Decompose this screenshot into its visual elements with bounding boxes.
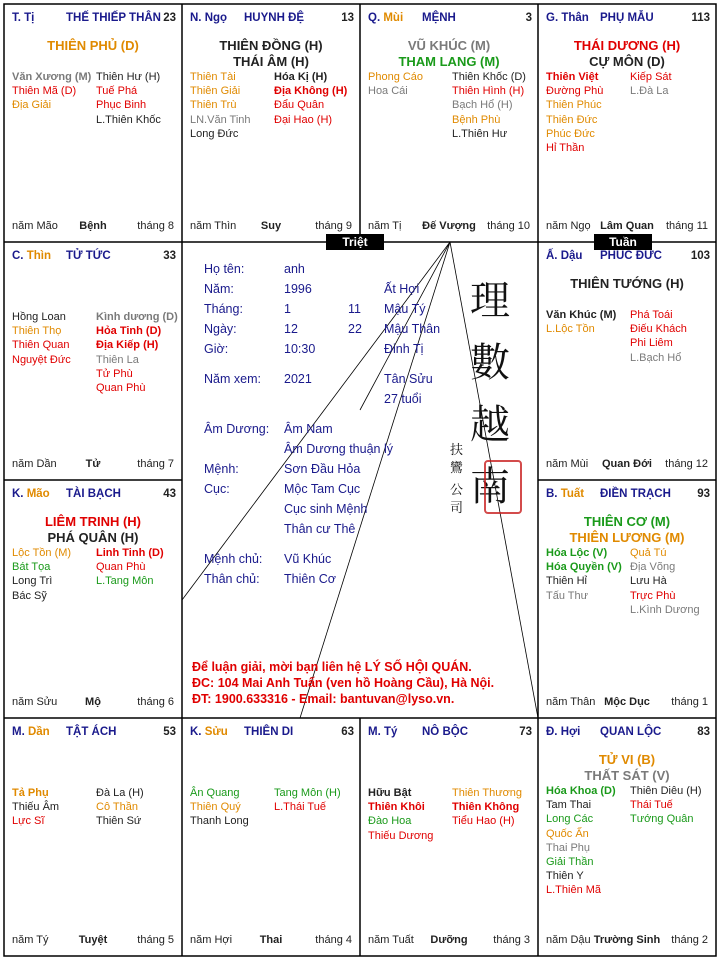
amduong-value-2: Âm Dương thuận lý — [284, 442, 393, 456]
year-can: Ất Hợi — [384, 282, 420, 296]
palace-name: PHÚC ĐỨC — [600, 250, 662, 262]
main-stars — [538, 276, 716, 292]
minor-star: Đà La (H) — [96, 787, 144, 799]
main-star: TỬ VI (B) — [598, 752, 656, 767]
branch-label: Mão — [26, 488, 50, 500]
palace-header — [12, 12, 176, 28]
palace-year: năm Tị — [368, 220, 402, 232]
minor-star: L.Thiên Khốc — [96, 113, 161, 126]
minor-star: L.Kình Dương — [630, 603, 700, 616]
cuc-value-2: Cục sinh Mệnh — [284, 502, 368, 516]
palace-year: năm Tuất — [368, 934, 414, 946]
palace-ty — [4, 4, 182, 242]
minor-star: Giải Thần — [546, 856, 594, 869]
minor-star: Phi Liêm — [630, 337, 673, 350]
main-star: THIÊN CƠ (M) — [583, 514, 671, 529]
palace-tuat — [538, 480, 716, 718]
palace-month: tháng 8 — [137, 220, 174, 232]
palace-header — [12, 726, 176, 742]
minor-star: Thiên Hư (H) — [96, 71, 161, 83]
palace-header — [368, 12, 532, 28]
palace-name: THIÊN DI — [244, 726, 294, 738]
minor-star: Thiếu Dương — [368, 829, 434, 842]
palace-header — [546, 250, 710, 266]
star-column-left — [12, 70, 91, 113]
minor-star: Thiên Sứ — [96, 815, 142, 828]
palace-header — [190, 12, 354, 28]
palace-year: năm Sửu — [12, 696, 58, 708]
palace-stage: Trường Sinh — [593, 934, 661, 946]
main-stars — [182, 38, 360, 70]
minor-star: Phúc Đức — [546, 127, 595, 140]
minor-star: L.Lộc Tồn — [546, 323, 595, 336]
palace-name: MỆNH — [422, 12, 456, 24]
star-column-right — [630, 308, 687, 365]
palace-number: 23 — [163, 12, 176, 24]
palace-stage: Mộc Dục — [604, 696, 650, 708]
day-solar: 12 — [284, 322, 298, 336]
minor-star: Địa Giải — [12, 99, 52, 112]
palace-month: tháng 9 — [315, 220, 352, 232]
heavenly-branch: M. Tý — [368, 726, 398, 738]
heavenly-branch: T. Tị — [12, 12, 35, 24]
minor-star: Thiên Diêu (H) — [630, 785, 702, 797]
star-column-right — [452, 786, 522, 829]
main-star: THÁI ÂM (H) — [233, 54, 309, 69]
palace-year: năm Hợi — [190, 934, 233, 946]
palace-year: năm Dần — [12, 458, 57, 470]
palace-stage: Suy — [260, 220, 282, 232]
month-solar: 1 — [284, 302, 291, 316]
palace-header — [546, 488, 710, 504]
main-star: THIÊN ĐỒNG (H) — [219, 38, 323, 53]
minor-star: Quả Tú — [630, 547, 667, 559]
branch-label: Tuất — [560, 488, 585, 500]
minor-star: Cô Thần — [96, 801, 138, 814]
palace-name: TẬT ÁCH — [66, 726, 117, 738]
branch-label: Mùi — [383, 12, 404, 24]
minor-star: Thiên Phúc — [546, 99, 602, 112]
main-stars — [4, 514, 182, 546]
palace-number: 113 — [691, 12, 710, 24]
main-star: PHÁ QUÂN (H) — [47, 530, 139, 545]
minor-star: L.Tang Môn — [96, 575, 154, 588]
main-stars — [538, 514, 716, 546]
minor-star: Thiên Việt — [546, 71, 599, 83]
heavenly-branch: K. — [190, 726, 202, 738]
name-label: Họ tên: — [204, 262, 245, 276]
star-column-left — [190, 786, 249, 829]
day-can: Mậu Thân — [384, 322, 441, 336]
palace-year: năm Thân — [546, 696, 596, 708]
minor-star: Tiểu Hao (H) — [452, 815, 515, 828]
minor-star: Long Các — [546, 813, 594, 826]
palace-name: HUYNH ĐỆ — [244, 12, 305, 24]
star-column-right — [274, 786, 341, 814]
minor-star: L.Thiên Hư — [452, 127, 508, 140]
day-label: Ngày: — [204, 322, 237, 336]
minor-star: Hóa Kị (H) — [274, 71, 328, 83]
palace-name: TỬ TỨC — [66, 250, 111, 262]
palace-stage: Đế Vượng — [422, 220, 476, 232]
minor-star: Hỉ Thần — [546, 142, 585, 155]
palace-header — [368, 726, 532, 742]
heavenly-branch: M. — [12, 726, 25, 738]
amduong-value-1: Âm Nam — [284, 422, 333, 436]
star-column-left — [12, 786, 59, 829]
month-can: Mậu Tý — [384, 302, 426, 316]
palace-stage: Thai — [259, 934, 283, 946]
star-column-left — [368, 70, 423, 98]
palace-number: 63 — [341, 726, 354, 738]
star-column-left — [546, 784, 616, 898]
menhchu-row — [204, 552, 528, 570]
year-value: 1996 — [284, 282, 312, 296]
palace-year: năm Mão — [12, 220, 58, 232]
minor-star: L.Thiên Mã — [546, 884, 602, 897]
contact-line-2: ĐC: 104 Mai Anh Tuấn (ven hồ Hoàng Cầu), Hà Nội. — [192, 676, 495, 690]
palace-number: 13 — [341, 12, 354, 24]
age-value: 27 tuổi — [384, 392, 422, 406]
cuc-row-3 — [204, 522, 528, 540]
star-column-left — [546, 546, 622, 603]
palace-header — [546, 726, 710, 742]
palace-stage: Dưỡng — [430, 934, 468, 946]
palace-header — [12, 488, 176, 504]
minor-star: Thiên Hỉ — [546, 575, 587, 588]
minor-star: Bát Tọa — [12, 561, 51, 574]
palace-month: tháng 10 — [487, 220, 530, 232]
minor-star: Lực Sĩ — [12, 815, 45, 828]
palace-mao — [4, 480, 182, 718]
minor-star: Thiên Đức — [546, 113, 598, 126]
heavenly-branch: G. Thân — [546, 12, 589, 24]
palace-stage: Quan Đới — [602, 458, 652, 470]
branch-label: Sửu — [204, 726, 228, 738]
minor-star: Thái Tuế — [630, 799, 673, 812]
minor-star: Thiếu Âm — [12, 801, 60, 814]
main-star: VŨ KHÚC (M) — [407, 38, 491, 53]
palace-ngo — [182, 4, 360, 242]
hour-value: 10:30 — [284, 342, 316, 356]
heavenly-branch: C. — [12, 250, 24, 262]
minor-star: Điếu Khách — [630, 323, 687, 336]
palace-number: 33 — [163, 250, 176, 262]
minor-star: Bệnh Phù — [452, 113, 501, 126]
minor-star: Long Đức — [190, 127, 239, 140]
contact-line-1: Để luận giải, mời bạn liên hệ LÝ SỐ HỘI QUÁN. — [192, 660, 472, 674]
palace-thin — [4, 242, 182, 480]
year-label: Năm: — [204, 282, 234, 296]
month-label: Tháng: — [204, 302, 243, 316]
triet-tag: Triệt — [326, 234, 384, 250]
star-column-right — [96, 70, 161, 127]
minor-star: Hóa Khoa (D) — [546, 785, 616, 797]
minor-star: Phá Toái — [630, 309, 673, 321]
minor-star: Quốc Ấn — [546, 827, 589, 840]
cuc-label: Cục: — [204, 482, 230, 496]
main-star: THAM LANG (M) — [398, 54, 500, 69]
minor-star: Phong Cáo — [368, 71, 424, 83]
menh-label: Mệnh: — [204, 462, 239, 476]
view-year-can: Tân Sửu — [384, 372, 433, 386]
main-star: THÁI DƯƠNG (H) — [573, 38, 681, 53]
palace-month: tháng 4 — [315, 934, 352, 946]
palace-year: năm Tý — [12, 934, 49, 946]
palace-year: năm Dậu — [546, 934, 591, 946]
star-column-left — [190, 70, 251, 141]
main-star: THIÊN PHỦ (D) — [47, 38, 139, 53]
minor-star: Thanh Long — [190, 815, 249, 828]
minor-star: Hoa Cái — [368, 85, 408, 98]
star-column-right — [96, 546, 164, 589]
minor-star: Hồng Loan — [12, 311, 66, 323]
main-stars — [538, 38, 716, 70]
palace-dau — [538, 242, 716, 480]
minor-star: Thiên Trù — [190, 99, 237, 112]
palace-number: 83 — [697, 726, 710, 738]
cuc-value-3: Thân cư Thê — [284, 522, 356, 536]
minor-star: Hữu Bật — [368, 787, 412, 799]
palace-number: 43 — [163, 488, 176, 500]
star-column-right — [630, 70, 672, 98]
minor-star: Bạch Hổ (H) — [452, 99, 513, 112]
palace-month: tháng 6 — [137, 696, 174, 708]
star-column-right — [274, 70, 347, 127]
minor-star: L.Thái Tuế — [274, 801, 326, 814]
palace-month: tháng 1 — [671, 696, 708, 708]
palace-number: 53 — [163, 726, 176, 738]
minor-star: Quan Phù — [96, 561, 146, 574]
heavenly-branch: K. — [12, 488, 24, 500]
thanchu-label: Thân chủ: — [204, 572, 260, 586]
minor-star: Tấu Thư — [546, 589, 589, 602]
minor-star: Thiên Y — [546, 870, 584, 883]
month-lunar: 11 — [348, 302, 361, 316]
palace-number: 103 — [690, 250, 710, 262]
minor-star: Tam Thai — [546, 799, 592, 812]
star-column-right — [630, 784, 702, 827]
star-column-right — [630, 546, 700, 617]
palace-number: 73 — [519, 726, 532, 738]
minor-star: Địa Không (H) — [274, 85, 348, 98]
palace-year: năm Mùi — [546, 458, 589, 470]
contact-line-3: ĐT: 1900.633316 - Email: bantuvan@lyso.vn. — [192, 692, 455, 706]
seal-calligraphy: 理數越南 — [470, 278, 510, 510]
minor-star: Phục Binh — [96, 99, 147, 112]
minor-star: Thiên Giải — [190, 85, 241, 98]
main-star: THẤT SÁT (V) — [584, 768, 670, 783]
heavenly-branch: B. — [546, 488, 558, 500]
palace-year: năm Thìn — [190, 220, 237, 232]
palace-name: ĐIỀN TRẠCH — [600, 488, 671, 500]
minor-star: Trực Phù — [630, 589, 676, 602]
view-year-label: Năm xem: — [204, 372, 261, 386]
menh-value: Sơn Đầu Hỏa — [284, 462, 361, 476]
menhchu-value: Vũ Khúc — [284, 552, 332, 566]
heavenly-branch: Q. — [368, 12, 381, 24]
star-column-left — [12, 310, 71, 367]
palace-name: TÀI BẠCH — [66, 488, 121, 500]
minor-star: Đào Hoa — [368, 815, 412, 828]
day-lunar: 22 — [348, 322, 362, 336]
main-stars — [4, 38, 182, 54]
minor-star: Thiên Quan — [12, 339, 70, 352]
palace-month: tháng 11 — [665, 220, 708, 232]
main-star: THIÊN LƯƠNG (M) — [569, 530, 685, 545]
palace-header — [190, 726, 354, 742]
minor-star: Thiên Tài — [190, 71, 236, 83]
minor-star: Kiếp Sát — [630, 71, 672, 83]
palace-number: 3 — [525, 12, 532, 24]
minor-star: Văn Xương (M) — [12, 71, 92, 83]
minor-star: Tuế Phá — [96, 85, 138, 98]
hour-label: Giờ: — [204, 342, 229, 356]
branch-label: Dần — [27, 726, 50, 738]
star-column-left — [12, 546, 71, 603]
minor-star: Thiên Thọ — [12, 325, 62, 338]
heavenly-branch: N. Ngọ — [190, 12, 228, 24]
minor-star: Thiên Quý — [190, 801, 241, 814]
minor-star: Bác Sỹ — [12, 589, 47, 602]
heavenly-branch: Ấ. Dậu — [546, 250, 583, 262]
palace-number: 93 — [697, 488, 710, 500]
palace-than-top — [538, 4, 716, 242]
palace-suu — [182, 718, 360, 956]
minor-star: Thiên Khôi — [368, 801, 425, 814]
seal-small-2: 公司 — [450, 483, 464, 516]
menhchu-label: Mệnh chủ: — [204, 552, 263, 566]
minor-star: Quan Phù — [96, 382, 146, 395]
thanchu-row — [204, 572, 528, 590]
heavenly-branch: Đ. Hợi — [546, 726, 581, 738]
amduong-label: Âm Dương: — [204, 422, 270, 436]
palace-header — [546, 12, 710, 28]
palace-hoi — [538, 718, 716, 956]
star-column-left — [546, 70, 603, 155]
palace-stage: Bệnh — [79, 220, 107, 232]
name-value: anh — [284, 262, 305, 276]
star-column-left — [368, 786, 433, 843]
minor-star: Thiên Khốc (D) — [452, 71, 526, 83]
minor-star: Hỏa Tinh (D) — [96, 325, 162, 338]
tuan-tag: Tuần — [594, 234, 652, 250]
main-star: LIÊM TRINH (H) — [44, 514, 142, 529]
minor-star: Tướng Quân — [630, 813, 694, 826]
minor-star: Tử Phù — [96, 367, 133, 380]
palace-name: PHỤ MẪU — [600, 12, 654, 24]
palace-tyy — [360, 718, 538, 956]
main-stars — [360, 38, 538, 70]
minor-star: Tang Môn (H) — [274, 787, 341, 799]
palace-header — [12, 250, 176, 266]
minor-star: L.Đà La — [630, 85, 669, 98]
minor-star: Thiên Thương — [452, 787, 523, 799]
main-star: CỰ MÔN (D) — [589, 54, 665, 69]
view-year-value: 2021 — [284, 372, 312, 386]
minor-star: Thiên Hình (H) — [452, 85, 525, 98]
palace-mui — [360, 4, 538, 242]
cuc-value-1: Mộc Tam Cục — [284, 482, 361, 496]
minor-star: Thiên La — [96, 353, 139, 366]
branch-label: Thìn — [26, 250, 51, 262]
minor-star: LN.Văn Tinh — [190, 113, 251, 126]
minor-star: L.Bạch Hổ — [630, 351, 682, 364]
minor-star: Văn Khúc (M) — [546, 309, 617, 321]
center-info-panel — [182, 242, 538, 717]
seal-small-1: 扶鸞 — [450, 443, 464, 476]
palace-month: tháng 2 — [671, 934, 708, 946]
minor-star: Ân Quang — [190, 787, 240, 799]
minor-star: Đẩu Quân — [274, 99, 325, 112]
minor-star: Địa Võng — [630, 561, 676, 574]
minor-star: Long Trì — [12, 575, 53, 588]
minor-star: Hóa Lộc (V) — [546, 547, 608, 559]
palace-year: năm Ngọ — [546, 220, 591, 232]
minor-star: Nguyệt Đức — [12, 353, 71, 366]
star-column-right — [452, 70, 526, 141]
palace-dan — [4, 718, 182, 956]
palace-month: tháng 3 — [493, 934, 530, 946]
minor-star: Lưu Hà — [630, 575, 667, 588]
minor-star: Đường Phù — [546, 85, 604, 98]
minor-star: Hóa Quyền (V) — [546, 561, 622, 574]
palace-name: THẾ THIẾP THÂN — [66, 12, 161, 24]
minor-star: Thiên Không — [452, 801, 520, 814]
minor-star: Thai Phụ — [546, 841, 591, 854]
minor-star: Kình dương (D) — [96, 311, 178, 323]
minor-star: Lộc Tồn (M) — [12, 547, 72, 559]
minor-star: Tả Phụ — [12, 787, 49, 799]
minor-star: Thiên Mã (D) — [12, 85, 77, 98]
palace-name: QUAN LỘC — [600, 726, 662, 738]
palace-month: tháng 12 — [665, 458, 708, 470]
palace-name: NÔ BỘC — [422, 726, 468, 738]
star-column-right — [96, 310, 178, 395]
minor-star: Đại Hao (H) — [274, 113, 333, 126]
star-column-left — [546, 308, 616, 336]
palace-month: tháng 5 — [137, 934, 174, 946]
minor-star: Linh Tinh (D) — [96, 547, 164, 559]
palace-stage: Tuyệt — [78, 934, 108, 946]
main-star: THIÊN TƯỚNG (H) — [570, 276, 684, 291]
red-seal-stamp — [484, 460, 522, 514]
hour-can: Đinh Tị — [384, 342, 424, 356]
thanchu-value: Thiên Cơ — [284, 572, 336, 586]
palace-stage: Mộ — [85, 696, 101, 708]
star-column-right — [96, 786, 144, 829]
main-stars — [538, 752, 716, 784]
palace-month: tháng 7 — [137, 458, 174, 470]
minor-star: Địa Kiếp (H) — [96, 339, 159, 352]
palace-stage: Tử — [85, 458, 101, 470]
palace-stage: Lâm Quan — [600, 220, 654, 232]
